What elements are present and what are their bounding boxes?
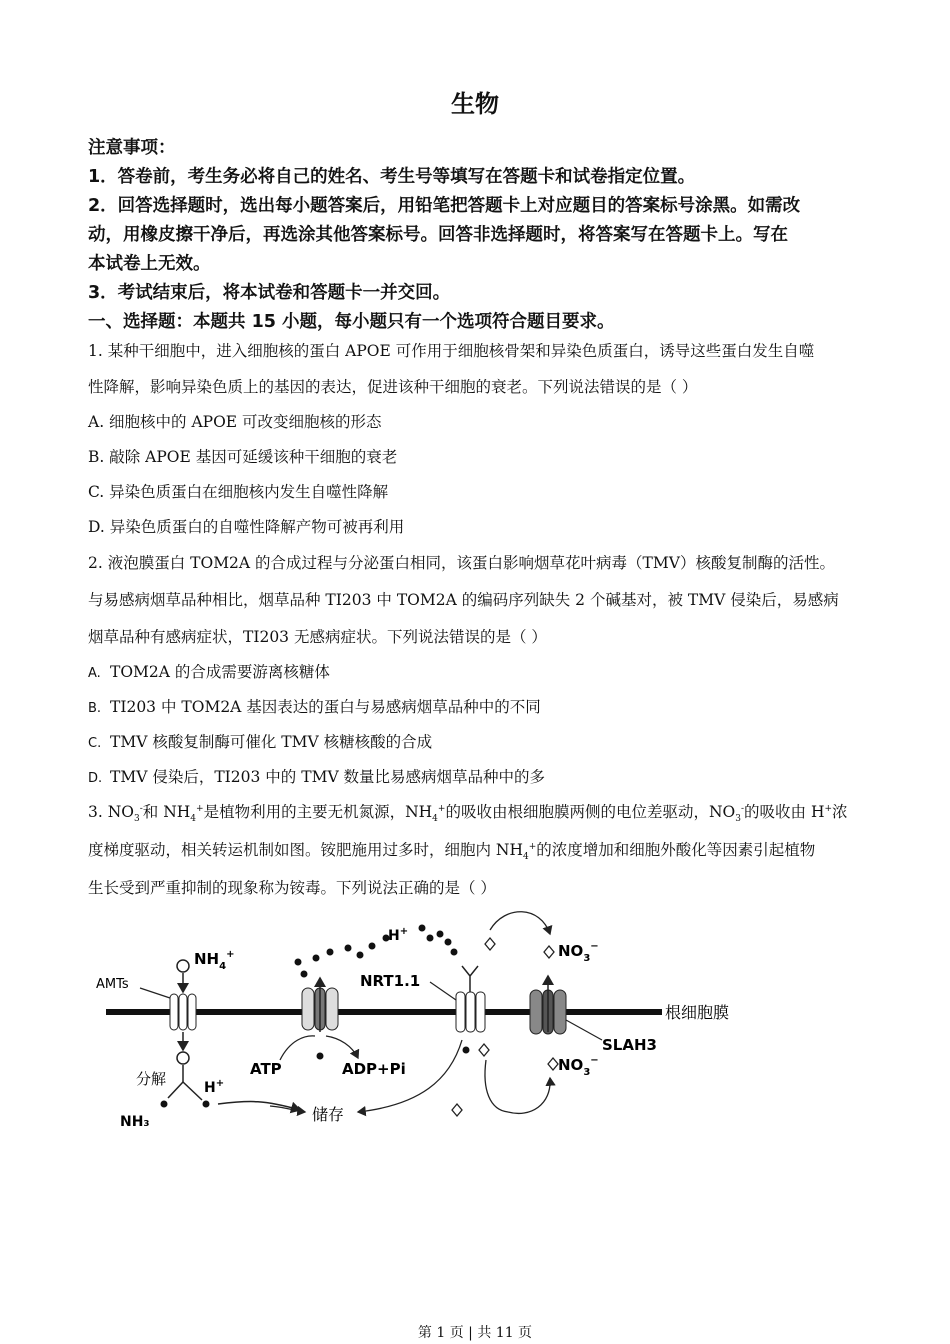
no3-label-out: $NO_3^-$ xyxy=(558,941,599,964)
amts-channel xyxy=(170,994,196,1030)
q1-option-d: D. 异染色质蛋白的自噬性降解产物可被再利用 xyxy=(88,518,405,536)
page-title: 生物 xyxy=(451,89,499,118)
notice-item-2-line-2: 动，用橡皮擦干净后，再选涂其他答案标号。回答非选择题时，将答案写在答题卡上。写在 xyxy=(88,225,788,245)
atp-label: ATP xyxy=(250,1060,282,1078)
section-heading: 一、选择题：本题共 15 小题，每小题只有一个选项符合题目要求。 xyxy=(88,312,615,332)
q2-stem-line-1: 2. 液泡膜蛋白 TOM2A 的合成过程与分泌蛋白相同，该蛋白影响烟草花叶病毒（TMV）核酸复制酶的活性。 xyxy=(88,554,835,572)
nrt-label: NRT1.1 xyxy=(360,972,421,990)
notice-item-2-line-1: 2．回答选择题时，选出每小题答案后，用铅笔把答题卡上对应题目的答案标号涂黑。如需改 xyxy=(88,196,801,216)
membrane-label: 根细胞膜 xyxy=(665,1003,730,1022)
page-footer: 第 1 页 | 共 11 页 xyxy=(417,1325,533,1341)
q2-stem-line-2: 与易感病烟草品种相比，烟草品种 TI203 中 TOM2A 的编码序列缺失 2 个碱基对，被 TMV 侵染后，易感病 xyxy=(88,591,839,609)
nh4-symbol-in xyxy=(177,1052,189,1064)
h-label-low: H+ xyxy=(204,1078,225,1096)
q1-stem-line-1: 1. 某种干细胞中，进入细胞核的蛋白 APOE 可作用于细胞核骨架和异染色质蛋白，诱导这些蛋白发生自噬 xyxy=(88,342,815,360)
q1-option-b: B. 敲除 APOE 基因可延缓该种干细胞的衰老 xyxy=(88,448,398,466)
q3-stem-line-3: 生长受到严重抑制的现象称为铵毒。下列说法正确的是（ ） xyxy=(88,879,496,897)
no3-diamond-top xyxy=(485,938,495,950)
nh4-symbol-out xyxy=(177,960,189,972)
nh4-label-out: $NH_4^+$ xyxy=(194,949,235,972)
notice-item-3: 3．考试结束后，将本试卷和答题卡一并交回。 xyxy=(88,283,451,303)
fenjie-label: 分解 xyxy=(136,1070,167,1088)
q2-option-a: A. TOM2A 的合成需要游离核糖体 xyxy=(88,663,330,681)
q3-stem-line-2: 度梯度驱动，相关转运机制如图。铵肥施用过多时，细胞内 $NH_4^+$的浓度增加和细胞外酸化等因素引起植物 xyxy=(88,841,816,863)
q1-stem-line-2: 性降解，影响异染色质上的基因的表达，促进该种干细胞的衰老。下列说法错误的是（ ） xyxy=(88,378,698,396)
q1-option-c: C. 异染色质蛋白在细胞核内发生自噬性降解 xyxy=(88,483,389,501)
q3-stem-line-1: 3. $NO_3^-$和 $NH_4^+$是植物利用的主要无机氮源，$NH_4^+$的吸收由根细胞膜两侧的电位差驱动，$NO_3^-$的吸收由 H+浓 xyxy=(88,803,848,825)
storage-label: 储存 xyxy=(312,1105,345,1124)
nrt11-transporter xyxy=(456,992,485,1032)
notice-heading: 注意事项： xyxy=(88,138,176,158)
q2-option-b: B. TI203 中 TOM2A 基因表达的蛋白与易感病烟草品种中的不同 xyxy=(88,698,541,716)
slah3-label: SLAH3 xyxy=(602,1036,657,1054)
nh3-label: NH₃ xyxy=(120,1114,150,1130)
h-dots xyxy=(295,925,458,978)
q2-option-c: C. TMV 核酸复制酶可催化 TMV 核糖核酸的合成 xyxy=(88,733,433,751)
adp-label: ADP+Pi xyxy=(342,1060,406,1078)
q1-option-a: A. 细胞核中的 APOE 可改变细胞核的形态 xyxy=(88,413,382,431)
q2-stem-line-3: 烟草品种有感病症状，TI203 无感病症状。下列说法错误的是（ ） xyxy=(88,628,547,646)
notice-item-2-line-3: 本试卷上无效。 xyxy=(88,254,211,274)
amts-label: AMTs xyxy=(96,977,129,992)
q2-option-d: D. TMV 侵染后，TI203 中的 TMV 数量比易感病烟草品种中的多 xyxy=(88,768,546,786)
no3-label-in: $NO_3^-$ xyxy=(558,1055,599,1078)
h-label-top: H+ xyxy=(388,926,409,944)
notice-item-1: 1．答卷前，考生务必将自己的姓名、考生号等填写在答题卡和试卷指定位置。 xyxy=(88,167,696,187)
transport-diagram xyxy=(90,900,770,1140)
